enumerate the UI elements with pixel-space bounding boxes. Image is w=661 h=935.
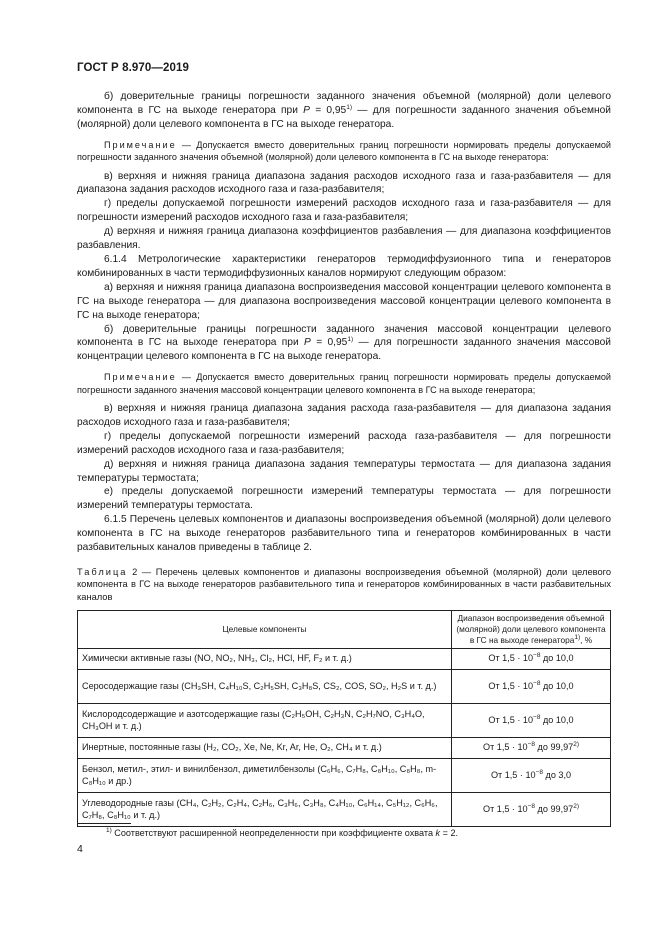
component-cell: Кислородсодержащие и азотсодержащие газы (C₂H₅OH, C₂H₃N, C₂H₇NO, C₃H₄O, CH₃OH и т. д.) bbox=[78, 704, 452, 738]
item-g-flow-error: г) пределы допускаемой погрешности измерений расходов исходного газа и газа-разбавителя — для погрешности измерений расходов исходного газа и газа-разбавителя; bbox=[77, 198, 611, 224]
item-g-diluent-flow-error: г) пределы допускаемой погрешности измерений расхода газа-разбавителя — для погрешности измерений расходов исходного газа и газа-разбавителя; bbox=[77, 430, 611, 456]
component-cell: Бензол, метил-, этил- и винилбензол, диметилбензолы (C₆H₆, C₇H₈, C₈H₁₀, C₈H₈, m-C₈H₁₀ и др.) bbox=[78, 759, 452, 793]
range-cell: От $1,5 \cdot 10^{-8}$ до 3,0 bbox=[452, 759, 611, 793]
page-content bbox=[77, 90, 611, 827]
item-v-diluent-flow-range: в) верхняя и нижняя граница диапазона задания расхода газа-разбавителя — для диапазона задания расходов исходного газа и газа-разбавителя; bbox=[77, 403, 611, 428]
column-header-range: Диапазон воспроизведения объемной (молярной) доли целевого компонента в ГС на выходе генератора$^{1)}$, % bbox=[452, 611, 611, 649]
item-d-dilution-range: д) верхняя и нижняя граница диапазона коэффициентов разбавления — для диапазона коэффициентов разбавления. bbox=[77, 226, 611, 252]
item-a-mass-concentration: а) верхняя и нижняя граница диапазона воспроизведения массовой концентрации целевого компонента в ГС на выходе генератора — для диапазона воспроизведения массовой концентрации целевого компонента в ГС на выходе генератора; bbox=[77, 281, 611, 321]
note-1: Примечание — Допускается вместо доверительных границ погрешности нормировать пределы допускаемой погрешности заданного значения объемной (молярной) доли целевого компонента в ГС на выходе генератора: bbox=[77, 139, 611, 163]
note-2: Примечание — Допускается вместо доверительных границ погрешности нормировать пределы допускаемой погрешности заданного значения массовой концентрации целевого компонента в ГС на выходе генератора; bbox=[77, 372, 611, 395]
table-row bbox=[78, 670, 611, 704]
section-6-1-5: 6.1.5 Перечень целевых компонентов и диапазоны воспроизведения объемной (молярной) доли целевого компонента в ГС на выходе генераторов разбавительного типа и генераторов комбинированных в части разбавительных каналов приведены в таблице 2. bbox=[77, 514, 611, 554]
table-header-row bbox=[78, 611, 611, 649]
component-cell: Инертные, постоянные газы (H₂, CO₂, Xe, Ne, Kr, Ar, He, O₂, CH₄ и т. д.) bbox=[78, 738, 452, 759]
component-cell: Серосодержащие газы (CH₃SH, C₄H₁₀S, C₂H₅SH, C₃H₈S, CS₂, COS, SO₂, H₂S и т. д.) bbox=[78, 670, 452, 704]
table-row bbox=[78, 793, 611, 827]
range-cell: От $1,5 \cdot 10^{-8}$ до 99,97$^{2)}$ bbox=[452, 738, 611, 759]
item-b-mass-concentration: б) доверительные границы погрешности заданного значения массовой концентрации целевого компонента в ГС на выходе генератора при $P = 0,95^{1)}$ — для погрешности заданного значения массовой концентрации целевого компонента в ГС на выходе генератора. bbox=[77, 323, 611, 363]
item-d-thermostat-range: д) верхняя и нижняя граница диапазона задания температуры термостата — для диапазона задания температуры термостата; bbox=[77, 458, 611, 484]
range-cell: От $1,5 \cdot 10^{-8}$ до 99,97$^{2)}$ bbox=[452, 793, 611, 827]
item-e-thermostat-error: е) пределы допускаемой погрешности измерений температуры термостата — для погрешности измерений температуры термостата. bbox=[77, 486, 611, 512]
standard-header: ГОСТ Р 8.970—2019 bbox=[77, 62, 189, 74]
table-row bbox=[78, 704, 611, 738]
column-header-components: Целевые компоненты bbox=[78, 611, 452, 649]
table-row bbox=[78, 738, 611, 759]
component-cell: Химически активные газы (NO, NO₂, NH₃, Cl₂, HCl, HF, F₂ и т. д.) bbox=[78, 649, 452, 670]
footnote: $^{1)}$ Соответствуют расширенной неопределенности при коэффициенте охвата k = 2. bbox=[106, 827, 459, 838]
item-v-flow-range: в) верхняя и нижняя граница диапазона задания расходов исходного газа и газа-разбавителя — для диапазона задания расходов исходного газа и газа-разбавителя; bbox=[77, 170, 611, 196]
component-cell: Углеводородные газы (CH₄, C₂H₂, C₂H₄, C₂H₆, C₃H₆, C₃H₈, C₄H₁₀, C₆H₁₄, C₅H₁₂, C₆H₆, C₇H₈, C₈H₁₀ и т. д.) bbox=[78, 793, 452, 827]
range-cell: От $1,5 \cdot 10^{-8}$ до 10,0 bbox=[452, 670, 611, 704]
section-6-1-4: 6.1.4 Метрологические характеристики генераторов термодиффузионного типа и генераторов комбинированных в части термодиффузионных каналов нормируют следующим образом: bbox=[77, 253, 611, 279]
page-number: 4 bbox=[77, 843, 83, 855]
item-b-volume-fraction: б) доверительные границы погрешности заданного значения объемной (молярной) доли целевого компонента в ГС на выходе генератора при $P = 0,95^{1)}$ — для погрешности заданного значения объемной (молярной) доли целевого компонента в ГС на выходе генератора. bbox=[77, 91, 611, 130]
table-row bbox=[78, 649, 611, 670]
range-cell: От $1,5 \cdot 10^{-8}$ до 10,0 bbox=[452, 649, 611, 670]
footnote-divider bbox=[77, 823, 131, 824]
table-row bbox=[78, 759, 611, 793]
range-cell: От $1,5 \cdot 10^{-8}$ до 10,0 bbox=[452, 704, 611, 738]
table-caption: Таблица 2 — Перечень целевых компонентов и диапазоны воспроизведения объемной (молярной) доли целевого компонента в ГС на выходе генераторов разбавительного типа и генераторов комбинированных в части разбавительных каналов bbox=[77, 567, 611, 602]
components-table bbox=[77, 610, 611, 827]
